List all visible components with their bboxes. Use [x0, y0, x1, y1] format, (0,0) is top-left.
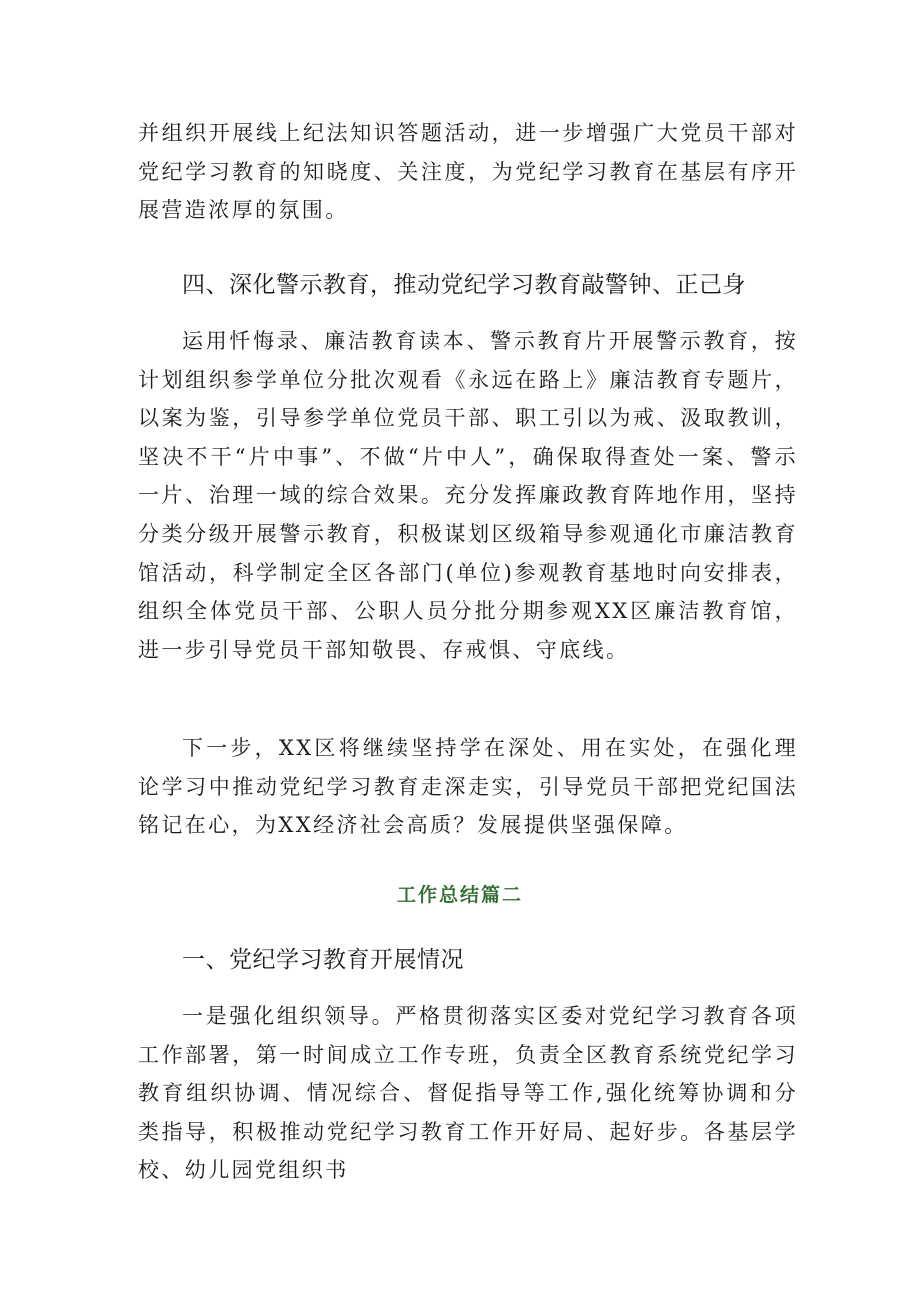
- paragraph-warning-education: 运用忏悔录、廉洁教育读本、警示教育片开展警示教育，按计划组织参学单位分批次观看《永远在路上》廉洁教育专题片，以案为鉴，引导参学单位党员干部、职工引以为戒、汲取教训，坚决不干“片中事”、不做“片中人”，确保取得查处一案、警示一片、治理一域的综合效果。充分发挥廉政教育阵地作用，坚持分类分级开展警示教育，积极谋划区级箱导参观通化市廉洁教育馆活动，科学制定全区各部门(单位)参观教育基地时向安排表，组织全体党员干部、公职人员分批分期参观XX区廉洁教育馆，进一步引导党员干部知敬畏、存戒惧、守底线。: [138, 329, 798, 662]
- heading-section-four: 四、深化警示教育，推动党纪学习教育敲警钟、正己身: [182, 272, 746, 298]
- paragraph-organization-leadership: 一是强化组织领导。严格贯彻落实区委对党纪学习教育各项工作部署，第一时间成立工作专班，负责全区教育系统党纪学习教育组织协调、情况综合、督促指导等工作,强化统筹协调和分类指导，积极推动党纪学习教育工作开好局、起好步。各基层学校、幼儿园党组织书: [138, 1004, 798, 1183]
- paragraph-continuation: 并组织开展线上纪法知识答题活动，进一步增强广大党员干部对党纪学习教育的知晓度、关注度，为党纪学习教育在基层有序开展营造浓厚的氛围。: [138, 121, 798, 223]
- section-title: 工作总结篇二: [396, 884, 523, 906]
- heading-section-one: 一、党纪学习教育开展情况: [182, 947, 464, 973]
- paragraph-next-step: 下一步，XX区将继续坚持学在深处、用在实处，在强化理论学习中推动党纪学习教育走深走实，引导党员干部把党纪国法铭记在心，为XX经济社会高质？发展提供坚强保障。: [138, 736, 798, 838]
